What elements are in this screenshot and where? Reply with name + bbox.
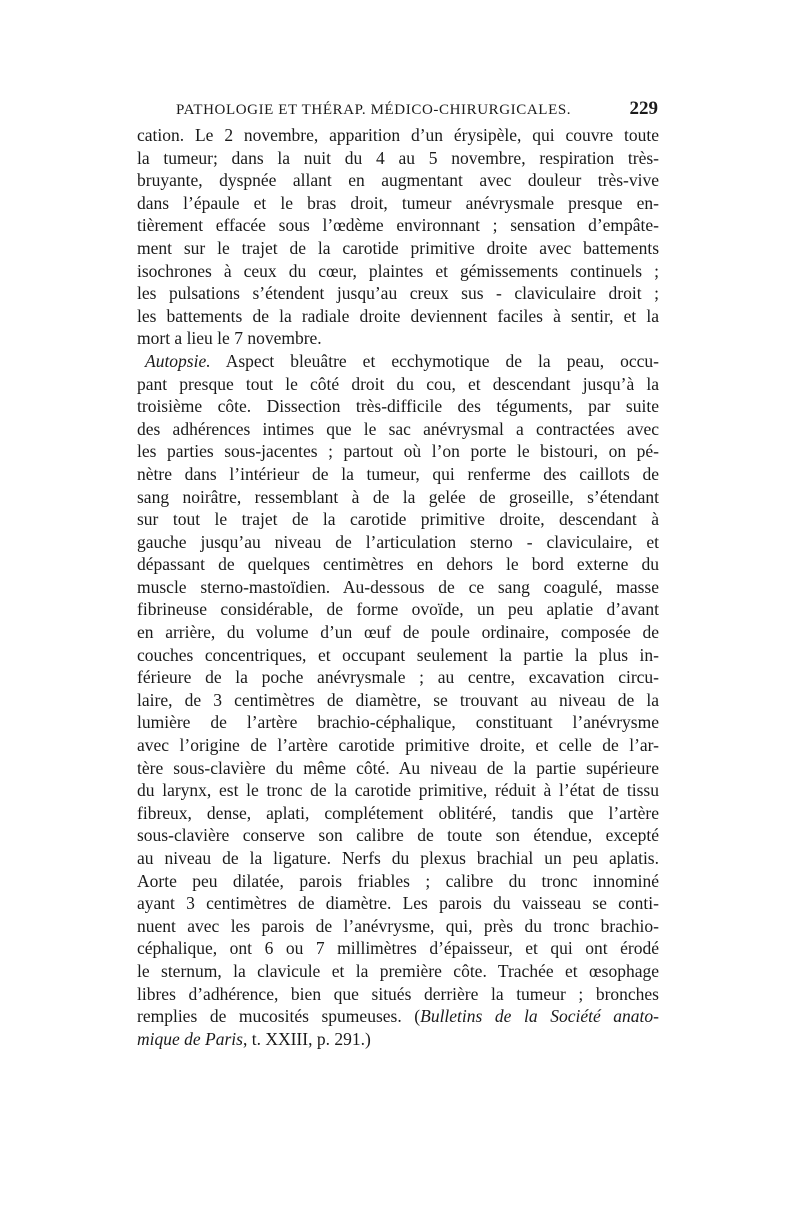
text-line: les pulsations s’étendent jusqu’au creux sus - claviculaire droit ; bbox=[137, 283, 659, 304]
text-line: les battements de la radiale droite deviennent faciles à sentir, et la bbox=[137, 305, 659, 326]
text-line: avec l’origine de l’artère carotide primitive droite, et celle de l’ar- bbox=[137, 735, 659, 756]
page-number: 229 bbox=[629, 98, 658, 119]
citation-open: ( bbox=[414, 1006, 421, 1027]
text-line: au niveau de la ligature. Nerfs du plexus brachial un peu aplatis. bbox=[137, 848, 659, 868]
text-line: tère sous-clavière du même côté. Au niveau de la partie supérieure bbox=[137, 757, 659, 778]
text-line: nètre dans l’intérieur de la tumeur, qui renferme des caillots de bbox=[137, 463, 659, 484]
autopsie-line-text: Aspect bleuâtre et ecchymotique de la peau, occu- bbox=[225, 350, 659, 371]
citation-line-text: remplies de mucosités spumeuses. bbox=[137, 1006, 402, 1027]
text-line: cation. Le 2 novembre, apparition d’un érysipèle, qui couvre toute bbox=[137, 125, 659, 145]
citation-end-line bbox=[137, 1028, 659, 1051]
text-line: libres d’adhérence, bien que situés derrière la tumeur ; bronches bbox=[137, 983, 659, 1004]
text-line: sur tout le trajet de la carotide primitive droite, descendant à bbox=[137, 509, 659, 530]
text-line: sang noirâtre, ressemblant à de la gelée de groseille, s’étendant bbox=[137, 486, 659, 507]
text-line: muscle sterno-mastoïdien. Au-dessous de ce sang coagulé, masse bbox=[137, 576, 659, 597]
text-line: ayant 3 centimètres de diamètre. Les parois du vaisseau se conti- bbox=[137, 893, 659, 914]
text-line: sous-clavière conserve son calibre de toute son étendue, excepté bbox=[137, 825, 659, 846]
text-line: fibrineuse considérable, de forme ovoïde, un peu aplatie d’avant bbox=[137, 599, 659, 620]
text-line: isochrones à ceux du cœur, plaintes et gémissements continuels ; bbox=[137, 260, 659, 281]
text-line: nuent avec les parois de l’anévrysme, qui, près du tronc brachio- bbox=[137, 915, 659, 936]
text-line: des adhérences intimes que le sac anévrysmal a contractées avec bbox=[137, 418, 659, 439]
text-line: gauche jusqu’au niveau de l’articulation sterno - claviculaire, et bbox=[137, 531, 659, 552]
text-line: fibreux, dense, aplati, complétement oblitéré, tandis que l’artère bbox=[137, 802, 659, 823]
citation-end-text: , t. XXIII, p. 291.) bbox=[242, 1028, 371, 1049]
text-line: la tumeur; dans la nuit du 4 au 5 novembre, respiration très- bbox=[137, 147, 659, 168]
text-line: troisième côte. Dissection très-difficile des téguments, par suite bbox=[137, 396, 659, 417]
text-line: laire, de 3 centimètres de diamètre, se trouvant au niveau de la bbox=[137, 689, 659, 710]
autopsie-label: Autopsie. bbox=[145, 350, 211, 371]
body-text bbox=[137, 124, 659, 1050]
text-line: férieure de la poche anévrysmale ; au centre, excavation circu- bbox=[137, 667, 659, 688]
text-line: les parties sous-jacentes ; partout où l’on porte le bistouri, on pé- bbox=[137, 441, 659, 462]
text-line: couches concentriques, et occupant seulement la partie la plus in- bbox=[137, 644, 659, 665]
text-line: pant presque tout le côté droit du cou, et descendant jusqu’à la bbox=[137, 373, 659, 394]
citation-line bbox=[137, 1005, 659, 1028]
running-head bbox=[176, 99, 658, 121]
citation-title: Bulletins de la Société anato- bbox=[420, 1006, 659, 1027]
text-line: mort a lieu le 7 novembre. bbox=[137, 328, 322, 349]
text-line: bruyante, dyspnée allant en augmentant avec douleur très-vive bbox=[137, 170, 659, 191]
text-line: dans l’épaule et le bras droit, tumeur anévrysmale presque en- bbox=[137, 192, 659, 213]
text-line: tièrement effacée sous l’œdème environnant ; sensation d’empâte- bbox=[137, 215, 659, 236]
text-line: en arrière, du volume d’un œuf de poule ordinaire, composée de bbox=[137, 622, 659, 643]
autopsie-line bbox=[137, 350, 659, 373]
text-line: du larynx, est le tronc de la carotide primitive, réduit à l’état de tissu bbox=[137, 780, 659, 801]
text-line: Aorte peu dilatée, parois friables ; calibre du tronc innominé bbox=[137, 870, 659, 891]
text-line: céphalique, ont 6 ou 7 millimètres d’épaisseur, et qui ont érodé bbox=[137, 938, 659, 959]
citation-title-end: mique de Paris bbox=[137, 1028, 243, 1049]
text-line: le sternum, la clavicule et la première côte. Trachée et œsophage bbox=[137, 960, 659, 981]
text-line: lumière de l’artère brachio-céphalique, constituant l’anévrysme bbox=[137, 712, 659, 733]
running-title: PATHOLOGIE ET THÉRAP. MÉDICO-CHIRURGICALES. bbox=[176, 102, 572, 118]
text-line: ment sur le trajet de la carotide primitive droite avec battements bbox=[137, 237, 659, 258]
text-line: dépassant de quelques centimètres en dehors le bord externe du bbox=[137, 554, 659, 575]
